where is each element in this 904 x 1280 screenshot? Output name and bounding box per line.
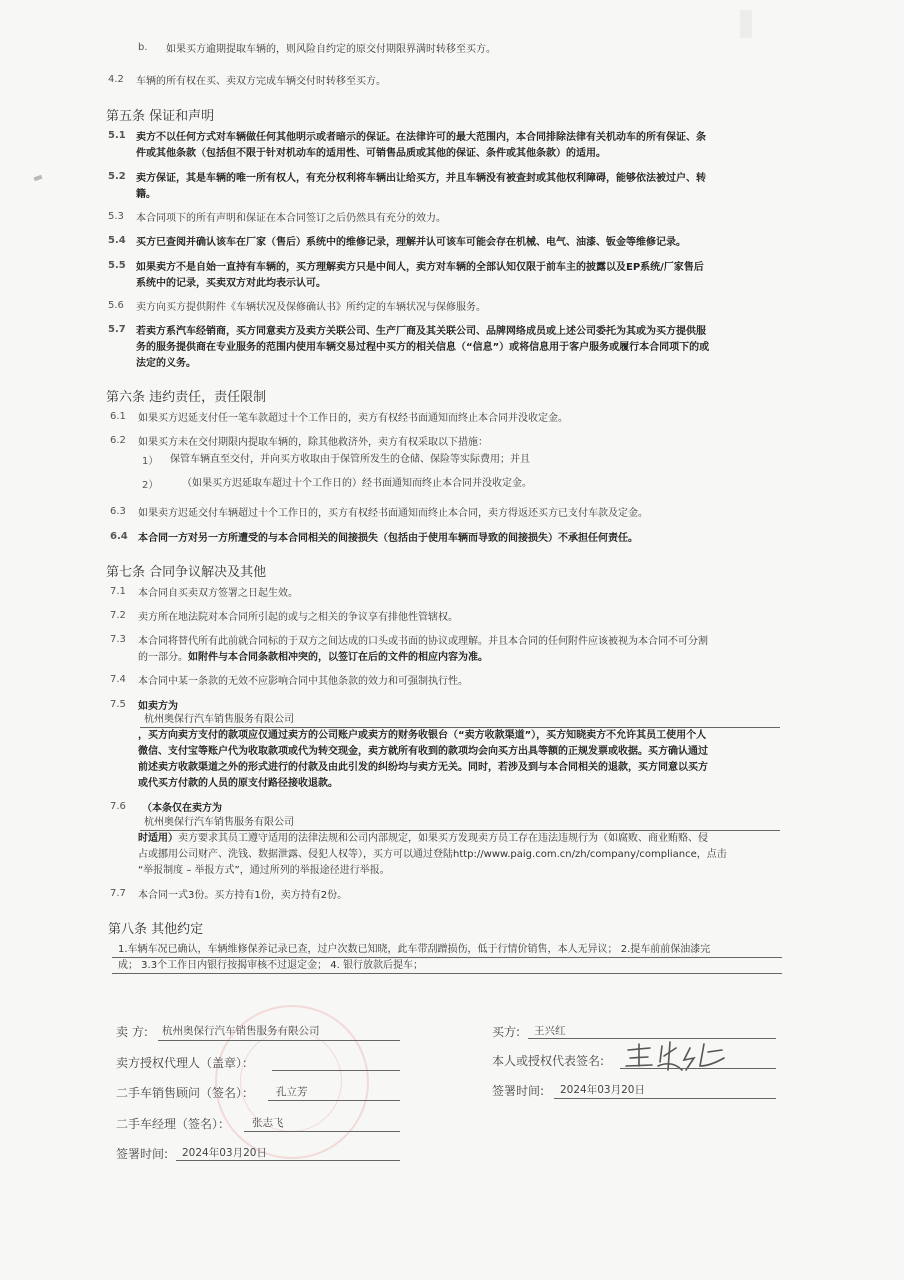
buyer-date: 2024年03月20日 bbox=[560, 1084, 645, 1096]
clause-number: 7.5 bbox=[110, 699, 126, 710]
clause-number: 6.4 bbox=[110, 531, 128, 542]
clause-text: 系统中的记录，买卖双方对此均表示认可。 bbox=[136, 278, 326, 289]
clause-text-bold: 如附件与本合同条款相冲突的，以签订在后的文件的相应内容为准。 bbox=[188, 652, 488, 663]
fill-underline bbox=[268, 1100, 400, 1101]
clause-text: 本合同一方对另一方所遭受的与本合同相关的间接损失（包括由于使用车辆而导致的间接损失）不承担任何责任。 bbox=[138, 533, 638, 544]
sub-item-number: 1） bbox=[142, 456, 159, 467]
clause-text: 微信、支付宝等账户代为收取款项或代为转交现金，卖方就所有收到的款项均会向买方出具等额的正规发票或收据。买方确认通过 bbox=[138, 746, 708, 757]
buyer-rep-label: 本人或授权代表签名: bbox=[492, 1054, 605, 1068]
clause-number: 7.1 bbox=[110, 586, 126, 597]
clause-number: 4.2 bbox=[108, 74, 124, 85]
clause-text: 本合同一式3份。买方持有1份，卖方持有2份。 bbox=[138, 890, 348, 901]
sub-item-number: 2） bbox=[142, 480, 159, 491]
sales-advisor-label: 二手车销售顾问（签名）： bbox=[116, 1086, 255, 1100]
clause-text: 如果买方逾期提取车辆的，则风险自约定的原交付期限界满时转移至买方。 bbox=[166, 44, 496, 55]
clause-heading: （本条仅在卖方为 bbox=[142, 803, 222, 814]
clause-number: 5.3 bbox=[108, 211, 124, 222]
clause-number: 5.2 bbox=[108, 171, 126, 182]
fill-underline bbox=[158, 1040, 400, 1041]
clause-text: 籍。 bbox=[136, 189, 156, 200]
clause-text: 卖方保证，其是车辆的唯一所有权人，有充分权利将车辆出让给买方，并且车辆没有被查封或其他权利障碍，能够依法被过户、转 bbox=[136, 173, 706, 184]
section-8-title: 第八条 其他约定 bbox=[108, 922, 204, 937]
clause-text: 本合同将替代所有此前就合同标的于双方之间达成的口头或书面的协议或理解。并且本合同的任何附件应该被视为本合同不可分割 bbox=[138, 636, 708, 647]
fill-underline bbox=[554, 1098, 776, 1099]
clause-text: “举报制度 – 举报方式”，通过所列的举报途径进行举报。 bbox=[138, 865, 390, 876]
seller-agent-label: 卖方授权代理人（盖章）： bbox=[116, 1056, 255, 1070]
company-fill: 杭州奥保行汽车销售服务有限公司 bbox=[144, 714, 294, 725]
section-6-title: 第六条 违约责任，责任限制 bbox=[106, 390, 267, 405]
seller-label: 卖 方: bbox=[116, 1025, 148, 1039]
clause-text: 法定的义务。 bbox=[136, 358, 196, 369]
clause-text: 车辆的所有权在买、卖双方完成车辆交付时转移至买方。 bbox=[136, 76, 386, 87]
clause-number: 5.4 bbox=[108, 235, 126, 246]
clause-text: 买方已查阅并确认该车在厂家（售后）系统中的维修记录，理解并认可该车可能会存在机械、电气、油漆、钣金等维修记录。 bbox=[136, 237, 686, 248]
clause-text-bold: 时适用） bbox=[138, 833, 178, 844]
manager-label: 二手车经理（签名）： bbox=[116, 1117, 231, 1131]
manager-name: 张志飞 bbox=[252, 1117, 284, 1129]
clause-number: 7.7 bbox=[110, 888, 126, 899]
buyer-name: 王兴红 bbox=[534, 1025, 566, 1037]
clause-text: 卖方所在地法院对本合同所引起的或与之相关的争议享有排他性管辖权。 bbox=[138, 612, 458, 623]
clause-text: ，买方向卖方支付的款项应仅通过卖方的公司账户或卖方的财务收银台（“卖方收款渠道”），买方知晓卖方不允许其员工使用个人 bbox=[138, 730, 707, 741]
clause-text: 卖方向买方提供附件《车辆状况及保修确认书》所约定的车辆状况与保修服务。 bbox=[136, 302, 486, 313]
scan-mark bbox=[740, 10, 752, 38]
clause-number: 5.5 bbox=[108, 260, 126, 271]
buyer-handwritten-signature bbox=[624, 1036, 734, 1076]
clause-text: 前述卖方收款渠道之外的形式进行的付款及由此引发的纠纷均与卖方无关。同时，若涉及到与本合同相关的退款，买方同意以买方 bbox=[138, 762, 708, 773]
clause-text: 如果买方迟延支付任一笔车款超过十个工作日的，卖方有权经书面通知而终止本合同并没收定金。 bbox=[138, 413, 568, 424]
section-5-title: 第五条 保证和声明 bbox=[106, 109, 215, 124]
clause-text: 务的服务提供商在专业服务的范围内使用车辆交易过程中买方的相关信息（“信息”）或将信息用于客户服务或履行本合同项下的或 bbox=[136, 342, 710, 353]
clause-text bbox=[138, 650, 488, 666]
clause-text: 本合同中某一条款的无效不应影响合同中其他条款的效力和可强制执行性。 bbox=[138, 676, 468, 687]
clause-heading: 如卖方为 bbox=[138, 701, 178, 712]
fill-underline bbox=[112, 973, 782, 974]
buyer-label: 买方: bbox=[492, 1025, 521, 1039]
clause-text-plain: 卖方要求其员工遵守适用的法律法规和公司内部规定，如果买方发现卖方员工存在违法违规行为（如腐败、商业贿赂、侵 bbox=[178, 833, 708, 844]
clause-text: 或代买方付款的人员的原支付路径接收退款。 bbox=[138, 778, 338, 789]
clause-number: 7.4 bbox=[110, 674, 126, 685]
clause-text: 如果卖方不是自始一直持有车辆的，买方理解卖方只是中间人，卖方对车辆的全部认知仅限于前车主的披露以及EP系统/厂家售后 bbox=[136, 262, 704, 273]
clause-text: 本合同项下的所有声明和保证在本合同签订之后仍然具有充分的效力。 bbox=[136, 213, 446, 224]
clause-number: 7.3 bbox=[110, 634, 126, 645]
other-terms-line: 1.车辆车况已确认，车辆维修保养记录已查，过户次数已知晓，此车带刮蹭损伤，低于行情价销售，本人无异议； 2.提车前前保油漆完 bbox=[118, 944, 711, 955]
clause-number: 7.2 bbox=[110, 610, 126, 621]
section-7-title: 第七条 合同争议解决及其他 bbox=[106, 565, 267, 580]
seller-name: 杭州奥保行汽车销售服务有限公司 bbox=[162, 1025, 320, 1037]
clause-number: 7.6 bbox=[110, 801, 126, 812]
clause-text: 占或挪用公司财产、洗钱、数据泄露、侵犯人权等），买方可以通过登陆http://www.paig.com.cn/zh/company/compliance，点击 bbox=[138, 849, 727, 860]
clause-number: 5.6 bbox=[108, 300, 124, 311]
fill-underline bbox=[244, 1131, 400, 1132]
clause-text: 卖方不以任何方式对车辆做任何其他明示或者暗示的保证。在法律许可的最大范围内，本合同排除法律有关机动车的所有保证、条 bbox=[136, 132, 706, 143]
seller-date-label: 签署时间: bbox=[116, 1147, 169, 1161]
clause-number: 5.1 bbox=[108, 130, 126, 141]
clause-text: 本合同自买卖双方签署之日起生效。 bbox=[138, 588, 298, 599]
clause-number: 6.3 bbox=[110, 506, 126, 517]
sub-item-text: 保管车辆直至交付，并向买方收取由于保管所发生的仓储、保险等实际费用；并且 bbox=[170, 454, 530, 465]
scan-mark bbox=[34, 175, 43, 181]
fill-underline bbox=[272, 1070, 400, 1071]
clause-text: 如果买方未在交付期限内提取车辆的，除其他救济外，卖方有权采取以下措施： bbox=[138, 437, 488, 448]
seller-date: 2024年03月20日 bbox=[182, 1147, 267, 1159]
company-fill: 杭州奥保行汽车销售服务有限公司 bbox=[144, 817, 294, 828]
clause-text: 件或其他条款（包括但不限于针对机动车的适用性、可销售品质或其他的保证、条件或其他条款）的适用。 bbox=[136, 148, 606, 159]
clause-number: 6.2 bbox=[110, 435, 126, 446]
clause-text: 若卖方系汽车经销商，买方同意卖方及卖方关联公司、生产厂商及其关联公司、品牌网络成员或上述公司委托为其或为买方提供服 bbox=[136, 326, 706, 337]
fill-underline bbox=[176, 1160, 400, 1161]
clause-text-plain: 的一部分。 bbox=[138, 652, 188, 663]
clause-text: 如果卖方迟延交付车辆超过十个工作日的，买方有权经书面通知而终止本合同，卖方得返还买方已支付车款及定金。 bbox=[138, 508, 648, 519]
fill-underline bbox=[620, 1068, 776, 1069]
buyer-date-label: 签署时间: bbox=[492, 1084, 545, 1098]
clause-text bbox=[138, 831, 708, 847]
item-number: b. bbox=[138, 42, 148, 53]
clause-number: 5.7 bbox=[108, 324, 126, 335]
other-terms-line: 成； 3.3个工作日内银行按揭审核不过退定金； 4. 银行放款后提车； bbox=[118, 960, 423, 971]
sub-item-text: （如果买方迟延取车超过十个工作日的）经书面通知而终止本合同并没收定金。 bbox=[182, 478, 532, 489]
sales-advisor-name: 孔立芳 bbox=[276, 1086, 308, 1098]
clause-number: 6.1 bbox=[110, 411, 126, 422]
